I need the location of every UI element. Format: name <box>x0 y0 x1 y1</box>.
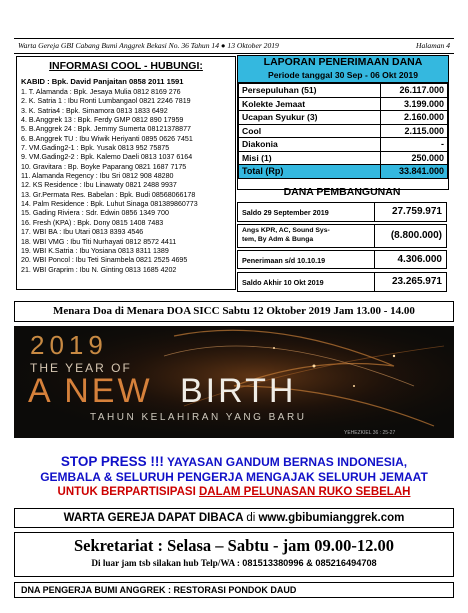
table-row <box>239 151 448 165</box>
row-value: 3.199.000 <box>381 97 448 111</box>
row-label: Cool <box>239 124 381 138</box>
footer: DNA PENGERJA BUMI ANGGREK : RESTORASI PONDOK DAUD <box>14 582 454 598</box>
row-label: Angs KPR, AC, Sound Sys- <box>242 227 330 234</box>
stop-press <box>14 454 454 499</box>
list-item: 6. B.Anggrek TU : Ibu Wiwik Heriyanti 0895 0626 7451 <box>21 134 193 143</box>
list-item: 20. WBI Poncol : Ibu Teti Sinambela 0821 2525 4695 <box>21 256 188 265</box>
bulletin-header <box>14 38 454 54</box>
list-item: 15. Gading Riviera : Sdr. Edwin 0856 1349 700 <box>21 209 169 218</box>
list-item: 17. WBI BA : Ibu Utari 0813 8393 4546 <box>21 228 144 237</box>
row-label: Diakonia <box>239 138 381 152</box>
prayer-tower-notice: Menara Doa di Menara DOA SICC Sabtu 12 Oktober 2019 Jam 13.00 - 14.00 <box>14 301 454 322</box>
kabid-line: KABID : Bpk. David Panjaitan 0858 2011 1591 <box>21 77 184 86</box>
list-item: 3. K. Satria4 : Bpk. Simamora 0813 1833 6492 <box>21 106 168 115</box>
row-label: Ucapan Syukur (3) <box>239 111 381 125</box>
cool-contacts-list <box>21 88 233 275</box>
list-item: 13. Gr.Permata Res. Babelan : Bpk. Budi 08568066178 <box>21 190 196 199</box>
total-row <box>239 165 448 179</box>
banner-the-year-of: THE YEAR OF <box>30 361 132 375</box>
table-row <box>239 84 448 98</box>
table-row <box>239 111 448 125</box>
angsuran-row <box>237 224 447 248</box>
table-row <box>239 138 448 152</box>
row-value: (8.800.000) <box>374 225 446 247</box>
total-label: Total (Rp) <box>239 165 381 179</box>
saldo-awal-row <box>237 202 447 222</box>
row-value: 250.000 <box>381 151 448 165</box>
row-label: Saldo Akhir 10 Okt 2019 <box>242 278 324 287</box>
total-value: 33.841.000 <box>381 165 448 179</box>
stop-press-line2: GEMBALA & SELURUH PENGERJA MENGAJAK SELURUH JEMAAT <box>40 470 428 484</box>
building-fund-title: DANA PEMBANGUNAN <box>283 186 401 198</box>
stop-press-line3b: DALAM PELUNASAN RUKO SEBELAH <box>198 486 411 498</box>
banner-year: 2019 <box>30 330 108 360</box>
row-value: 2.160.000 <box>381 111 448 125</box>
row-label: Misi (1) <box>239 151 381 165</box>
fund-report-title: LAPORAN PENERIMAAN DANA <box>263 56 423 68</box>
row-value: 27.759.971 <box>374 203 446 221</box>
secretariat-hours: Sekretariat : Selasa – Sabtu - jam 09.00-12.00 <box>73 536 395 555</box>
row-value: 4.306.000 <box>374 251 446 268</box>
banner-subtitle: TAHUN KELAHIRAN YANG BARU <box>90 412 307 423</box>
list-item: 2. K. Satria 1 : Ibu Ronti Lumbangaol 0821 2246 7819 <box>21 97 191 106</box>
fund-report-header <box>238 56 448 83</box>
penerimaan-row <box>237 250 447 269</box>
website-di: di <box>246 512 259 524</box>
page-number: Halaman 4 <box>416 41 450 50</box>
row-value: 2.115.000 <box>381 124 448 138</box>
stop-press-line1: YAYASAN GANDUM BERNAS INDONESIA, <box>163 455 408 469</box>
fund-report <box>237 55 449 190</box>
banner-a-new: A NEW <box>28 372 153 410</box>
saldo-akhir-row <box>237 272 447 292</box>
list-item: 1. T. Alamanda : Bpk. Jesaya Mulia 0812 8169 276 <box>21 88 181 96</box>
list-item: 5. B.Anggrek 24 : Bpk. Jemmy Sumerta 08121378877 <box>21 125 191 134</box>
stop-press-line3a: UNTUK BERPARTISIPASI <box>57 486 199 498</box>
row-label: Saldo 29 September 2019 <box>242 208 329 217</box>
list-item: 11. Alamanda Regency : Ibu Sri 0812 908 48280 <box>21 172 174 181</box>
website-prefix: WARTA GEREJA DAPAT DIBACA <box>63 512 247 524</box>
row-label: Kolekte Jemaat <box>239 97 381 111</box>
secretariat-box <box>14 532 454 577</box>
list-item: 4. B.Anggrek 13 : Bpk. Ferdy GMP 0812 890 17959 <box>21 116 184 125</box>
list-item: 14. Palm Residence : Bpk. Luhut Sinaga 081389860773 <box>21 200 198 209</box>
row-value: 23.265.971 <box>374 273 446 291</box>
row-value: 26.117.000 <box>381 84 448 98</box>
list-item: 10. Gravitara : Bp. Boyke Paparang 0821 1687 7175 <box>21 162 187 171</box>
building-fund <box>237 186 447 296</box>
row-label: Persepuluhan (51) <box>239 84 381 98</box>
website-url[interactable]: www.gbibumianggrek.com <box>258 512 405 524</box>
secretariat-contact-label: Di luar jam tsb silakan hub Telp/WA : <box>91 558 243 568</box>
secretariat-phones: 081513380996 & 085216494708 <box>242 558 377 568</box>
bulletin-issue: Warta Gereja GBI Cabang Bumi Anggrek Bekasi No. 36 Tahun 14 ● 13 Oktober 2019 <box>18 41 279 50</box>
cool-contacts-box <box>16 56 236 290</box>
website-notice <box>14 508 454 528</box>
row-value: - <box>381 138 448 152</box>
table-row <box>239 97 448 111</box>
list-item: 16. Fresh (KPA) : Bpk. Dony 0815 1408 7483 <box>21 218 164 227</box>
list-item: 19. WBI K.Satria : Ibu Yosiana 0813 8311 1389 <box>21 246 169 255</box>
list-item: 7. VM.Gading2-1 : Bpk. Yusak 0813 952 75875 <box>21 144 170 153</box>
list-item: 18. WBI VMG : Ibu Titi Nurhayati 0812 8572 4411 <box>21 237 177 246</box>
cool-contacts-title: INFORMASI COOL - HUBUNGI: <box>49 60 203 72</box>
list-item: 21. WBI Graprim : Ibu N. Ginting 0813 1685 4202 <box>21 265 177 274</box>
banner-birth: BIRTH <box>180 372 297 410</box>
row-label: Penerimaan s/d 10.10.19 <box>242 256 326 265</box>
table-row <box>239 124 448 138</box>
list-item: 12. KS Residence : Ibu Linawaty 0821 2488 9937 <box>21 181 177 190</box>
stop-press-label: STOP PRESS !!! <box>60 454 164 469</box>
fund-report-period: Periode tanggal 30 Sep - 06 Okt 2019 <box>268 70 418 80</box>
year-theme-banner <box>14 326 454 438</box>
fund-report-table <box>238 83 448 179</box>
row-label: tem, By Adm & Bunga <box>242 236 314 243</box>
list-item: 9. VM.Gading2-2 : Bpk. Kalemo Daeli 0813 1037 6164 <box>21 153 193 162</box>
banner-reference: YEHEZKIEL 36 : 25-27 <box>344 430 396 436</box>
